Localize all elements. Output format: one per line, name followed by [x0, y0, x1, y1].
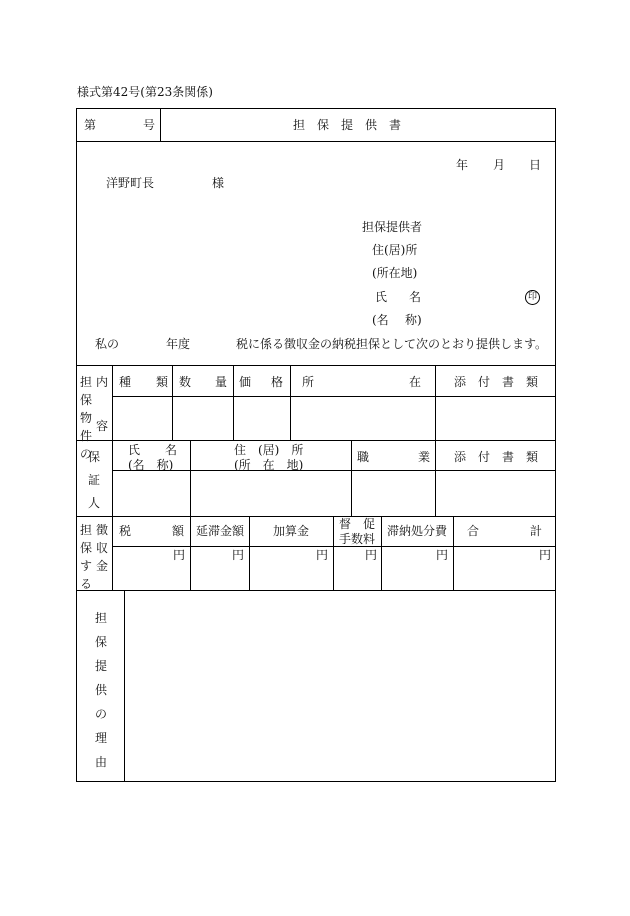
- side-char: 容: [95, 419, 108, 433]
- yen-unit: 円: [539, 548, 552, 562]
- col-additional-tax: 加算金: [273, 524, 310, 538]
- number-label: 第: [84, 118, 97, 132]
- side-char: の: [79, 447, 92, 461]
- col-fee-2: 手数料: [339, 532, 376, 546]
- form-frame: [76, 108, 556, 782]
- guarantor-job-2: 業: [418, 450, 431, 464]
- side-char: 担: [94, 611, 107, 625]
- side-char: 収: [95, 541, 108, 555]
- col-tax-1: 税: [119, 524, 132, 538]
- side-char: る: [79, 577, 92, 591]
- col-fee-1: 督 促: [339, 517, 376, 531]
- col-kind-2: 類: [156, 375, 169, 389]
- side-char: 件: [79, 429, 92, 443]
- provider-title-2: 称): [405, 313, 422, 327]
- rule: [76, 141, 556, 142]
- side-char: 保: [87, 450, 100, 464]
- rule: [76, 516, 556, 517]
- statement-part3: 税に係る徴収金の納税担保として次のとおり提供します。: [236, 337, 548, 351]
- side-char: す: [79, 559, 92, 573]
- rule: [112, 396, 556, 397]
- col-total-2: 計: [530, 524, 543, 538]
- side-char: 由: [94, 755, 107, 769]
- reason-side: [94, 606, 108, 774]
- side-char: 供: [94, 683, 107, 697]
- guarantor-address: 住 (居) 所: [234, 443, 304, 457]
- rule: [76, 440, 556, 441]
- col-qty-1: 数: [179, 375, 192, 389]
- col-disposition-cost: 滞納処分費: [387, 524, 448, 538]
- guarantor-job-1: 職: [357, 450, 370, 464]
- col-attached-docs: 添 付 書 類: [454, 375, 539, 389]
- col-qty-2: 量: [215, 375, 228, 389]
- collateral-side-b: [95, 373, 109, 435]
- addressee-honorific: 様: [212, 176, 225, 190]
- col-location-1: 所: [302, 375, 315, 389]
- guarantor-name-title: (名 称): [128, 458, 174, 472]
- rule: [172, 365, 173, 440]
- rule: [233, 365, 234, 440]
- rule: [333, 516, 334, 590]
- amount-side-b: [95, 521, 109, 575]
- yen-unit: 円: [436, 548, 449, 562]
- side-char: 保: [94, 635, 107, 649]
- side-char: 内: [95, 375, 108, 389]
- date-month: 月: [493, 158, 506, 172]
- yen-unit: 円: [316, 548, 329, 562]
- side-char: 金: [95, 559, 108, 573]
- form-number: 様式第42号(第23条関係): [77, 85, 213, 99]
- rule: [124, 590, 125, 782]
- side-char: 理: [94, 731, 107, 745]
- side-char: 保: [79, 541, 92, 555]
- rule: [76, 365, 556, 366]
- side-char: 提: [94, 659, 107, 673]
- rule: [249, 516, 250, 590]
- rule: [112, 365, 113, 590]
- guarantor-location: (所 在 地): [234, 458, 304, 472]
- number-suffix: 号: [143, 118, 156, 132]
- guarantor-name-1: 氏: [128, 443, 141, 457]
- statement-part1: 私の: [95, 337, 120, 351]
- col-price-1: 価: [239, 375, 252, 389]
- side-char: 人: [87, 496, 100, 510]
- col-tax-2: 額: [172, 524, 185, 538]
- side-char: 保: [79, 393, 92, 407]
- rule: [381, 516, 382, 590]
- rule: [190, 440, 191, 590]
- col-delay-charge: 延滞金額: [196, 524, 245, 538]
- rule: [435, 365, 436, 516]
- rule: [290, 365, 291, 440]
- provider-address: 住(居)所: [372, 243, 418, 257]
- provider-name-2: 名: [409, 290, 422, 304]
- side-char: 徴: [95, 523, 108, 537]
- provider-name-1: 氏: [375, 290, 388, 304]
- rule: [351, 440, 352, 516]
- col-kind-1: 種: [119, 375, 132, 389]
- provider-title-1: (名: [372, 313, 389, 327]
- yen-unit: 円: [232, 548, 245, 562]
- side-char: 証: [87, 473, 100, 487]
- provider-label: 担保提供者: [362, 220, 423, 234]
- rule: [76, 590, 556, 591]
- guarantor-name-2: 名: [165, 443, 178, 457]
- date-day: 日: [529, 158, 542, 172]
- col-total-1: 合: [467, 524, 480, 538]
- guarantor-attached-docs: 添 付 書 類: [454, 450, 539, 464]
- provider-location: (所在地): [372, 266, 418, 280]
- addressee-name: 洋野町長: [106, 176, 155, 190]
- document-title: 担 保 提 供 書: [293, 118, 402, 132]
- rule: [112, 546, 556, 547]
- amount-side-a: [79, 521, 93, 593]
- col-price-2: 格: [271, 375, 284, 389]
- side-char: 担: [79, 523, 92, 537]
- date-year: 年: [456, 158, 469, 172]
- yen-unit: 円: [365, 548, 378, 562]
- col-location-2: 在: [409, 375, 422, 389]
- seal-mark: 印: [525, 290, 540, 305]
- rule: [112, 470, 556, 471]
- rule: [453, 516, 454, 590]
- side-char: 物: [79, 411, 92, 425]
- statement-part2: 年度: [166, 337, 191, 351]
- yen-unit: 円: [173, 548, 186, 562]
- rule: [160, 108, 161, 141]
- side-char: の: [94, 707, 107, 721]
- side-char: 担: [79, 375, 92, 389]
- guarantor-side: [87, 446, 101, 515]
